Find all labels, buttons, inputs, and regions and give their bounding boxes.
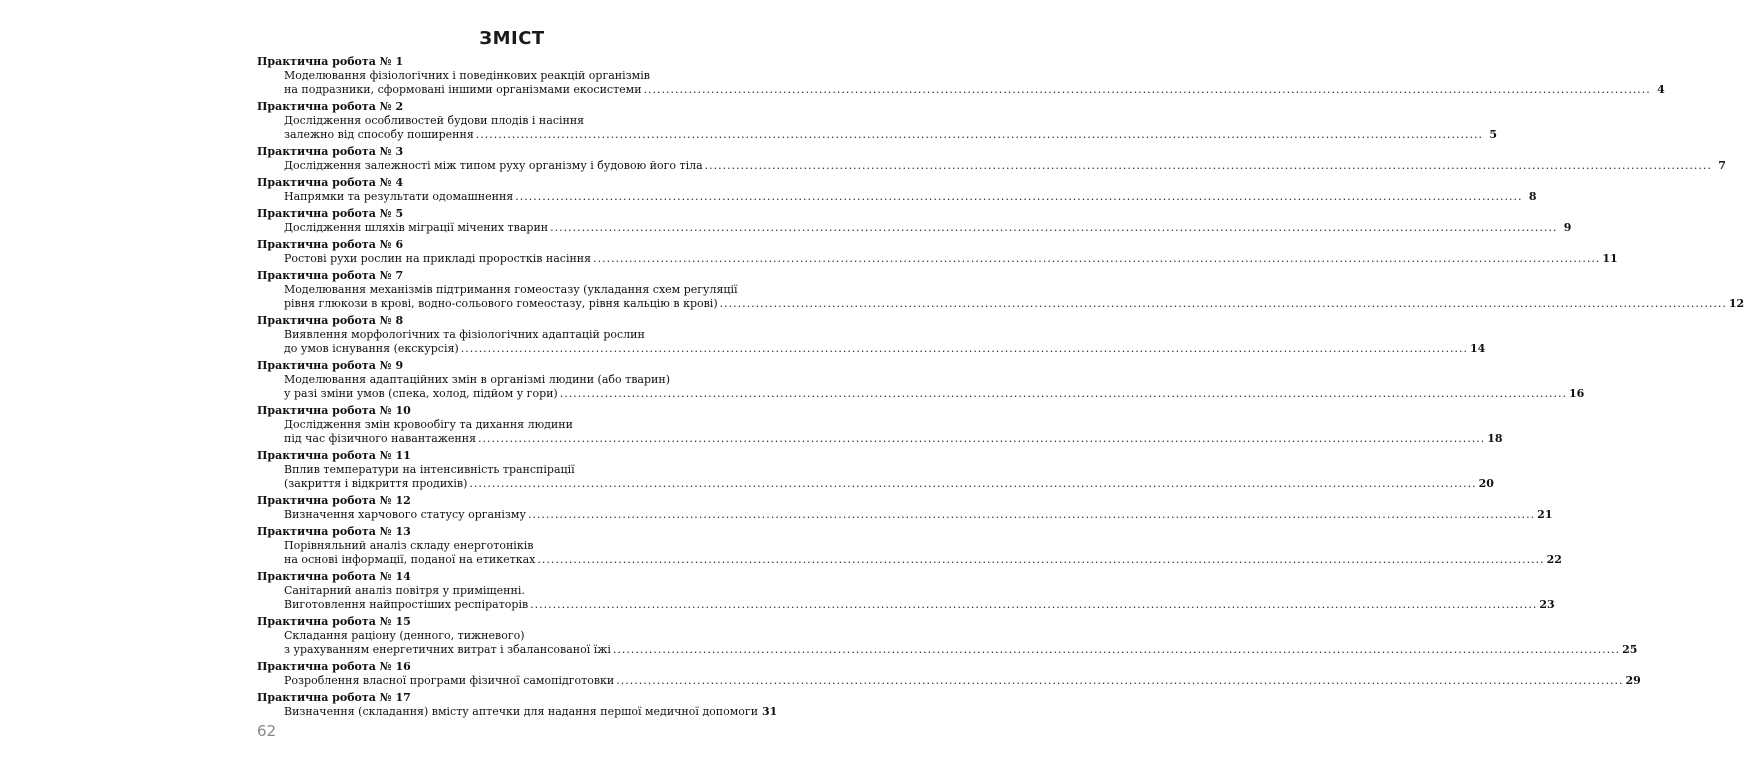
toc-entry-heading: Практична робота № 12: [257, 494, 411, 507]
toc-entry-heading: Практична робота № 13: [257, 525, 411, 538]
dot-leader: [476, 128, 1483, 142]
toc-entry-title-line: [284, 432, 1503, 446]
toc-entry-heading: Практична робота № 3: [257, 145, 404, 158]
toc-entry-title-line: Вплив температури на інтенсивність транспірації: [284, 463, 575, 476]
dot-leader: [530, 598, 1537, 612]
toc-entry-heading: Практична робота № 10: [257, 404, 411, 417]
toc-entry-heading: Практична робота № 5: [257, 207, 404, 220]
toc-entry-title-line: Моделювання адаптаційних змін в організмі людини (або тварин): [284, 373, 670, 386]
toc-entry: [257, 238, 1618, 266]
toc-entry-page-number: 5: [1489, 128, 1497, 141]
toc-entry-title-line: Моделювання фізіологічних і поведінкових реакцій організмів: [284, 69, 650, 82]
dot-leader: [528, 508, 1535, 522]
toc-entry-title-line: [284, 705, 778, 719]
page-title: ЗМІСТ: [479, 28, 545, 49]
toc-entry: [257, 176, 1537, 204]
dot-leader: [616, 674, 1623, 688]
toc-entry-title-line: [284, 83, 1665, 97]
dot-leader: [550, 221, 1557, 235]
toc-entry-heading: Практична робота № 2: [257, 100, 404, 113]
toc-entry-page-number: 8: [1528, 190, 1537, 203]
dot-leader: [537, 553, 1544, 567]
toc-entry-title-line: Порівняльний аналіз складу енерготоніків: [284, 539, 534, 552]
toc-entry-page-number: 21: [1537, 508, 1553, 521]
dot-leader: [593, 252, 1600, 266]
toc-entry-heading: Практична робота № 11: [257, 449, 411, 462]
toc-entry-heading: Практична робота № 8: [257, 314, 404, 327]
toc-entry-title-text: до умов існування (екскурсія): [284, 342, 459, 355]
toc-entry: [257, 449, 1494, 491]
toc-entry-title-line: [284, 342, 1486, 356]
toc-entry: [257, 359, 1585, 401]
toc-entry-heading: Практична робота № 4: [257, 176, 404, 189]
toc-entry-title-text: рівня глюкози в крові, водно-сольового гомеостазу, рівня кальцію в крові): [284, 297, 718, 310]
toc-entry-heading: Практична робота № 9: [257, 359, 404, 372]
toc-entry-title-text: Напрямки та результати одомашнення: [284, 190, 514, 203]
toc-entry: [257, 269, 1744, 311]
toc-entry-page-number: 25: [1622, 643, 1638, 656]
toc-entry-heading: Практична робота № 16: [257, 660, 411, 673]
toc-entry-page-number: 20: [1478, 477, 1494, 490]
toc-entry-page-number: 7: [1718, 159, 1726, 172]
toc-entry-heading: Практична робота № 1: [257, 55, 404, 68]
toc-entry-title-line: [284, 508, 1553, 522]
toc-entry-title-line: [284, 674, 1641, 688]
toc-entry-title-line: [284, 297, 1744, 311]
toc-entry-title-line: Складання раціону (денного, тижневого): [284, 629, 525, 642]
toc-entry: [257, 145, 1726, 173]
toc-entry-title-line: [284, 252, 1618, 266]
dot-leader: [613, 643, 1620, 657]
toc-entry-title-line: [284, 221, 1572, 235]
toc-entry-heading: Практична робота № 17: [257, 691, 411, 704]
toc-entry-page-number: 12: [1728, 297, 1744, 310]
dot-leader: [469, 477, 1476, 491]
dot-leader: [644, 83, 1651, 97]
toc-entry: [257, 525, 1562, 567]
toc-entry-page-number: 29: [1625, 674, 1641, 687]
toc-entry-title-line: Дослідження особливостей будови плодів і насіння: [284, 114, 585, 127]
toc-entry-title-line: [284, 128, 1497, 142]
dot-leader: [720, 297, 1727, 311]
toc-entry-title-text: Дослідження шляхів міграції мічених тварин: [284, 221, 549, 234]
toc-entry: [257, 691, 778, 719]
toc-entry-title-text: з урахуванням енергетичних витрат і збалансованої їжі: [284, 643, 611, 656]
toc-entry-heading: Практична робота № 14: [257, 570, 411, 583]
toc-entry-title-text: Дослідження залежності між типом руху організму і будовою його тіла: [284, 159, 703, 172]
toc-entry-page-number: 16: [1568, 387, 1585, 400]
toc-entry-title-text: Визначення (складання) вмісту аптечки для надання першої медичної допомоги: [284, 705, 759, 718]
toc-entry-title-line: Виявлення морфологічних та фізіологічних адаптацій рослин: [284, 328, 645, 341]
dot-leader: [560, 387, 1567, 401]
toc-entry-title-text: під час фізичного навантаження: [284, 432, 477, 445]
toc-entry-title-text: Визначення харчового статусу організму: [284, 508, 526, 521]
table-of-contents: [257, 55, 1744, 722]
toc-entry-page-number: 22: [1546, 553, 1562, 566]
dot-leader: [478, 432, 1485, 446]
toc-entry-page-number: 14: [1469, 342, 1486, 355]
toc-entry-title-line: Моделювання механізмів підтримання гомеостазу (укладання схем регуляції: [284, 283, 738, 296]
toc-entry-page-number: 4: [1657, 83, 1665, 96]
toc-entry-title-text: Ростові рухи рослин на прикладі проростків насіння: [284, 252, 592, 265]
toc-entry-title-line: [284, 598, 1555, 612]
toc-entry-title-line: Санітарний аналіз повітря у приміщенні.: [284, 584, 525, 597]
toc-entry: [257, 660, 1641, 688]
toc-entry-title-line: [284, 477, 1494, 491]
toc-entry: [257, 615, 1638, 657]
toc-entry-page-number: 18: [1487, 432, 1503, 445]
dot-leader: [461, 342, 1468, 356]
toc-entry: [257, 55, 1665, 97]
toc-entry-heading: Практична робота № 6: [257, 238, 404, 251]
toc-entry-title-text: (закриття і відкриття продихів): [284, 477, 468, 490]
toc-entry-title-line: [284, 387, 1585, 401]
page-number: 62: [257, 722, 277, 740]
toc-entry: [257, 404, 1503, 446]
toc-entry: [257, 314, 1486, 356]
toc-entry-heading: Практична робота № 15: [257, 615, 411, 628]
toc-entry-page-number: 23: [1539, 598, 1555, 611]
toc-entry: [257, 494, 1553, 522]
toc-entry-title-text: Виготовлення найпростіших респіраторів: [284, 598, 529, 611]
toc-entry: [257, 570, 1555, 612]
toc-entry-page-number: 11: [1602, 252, 1618, 265]
toc-entry-heading: Практична робота № 7: [257, 269, 404, 282]
toc-entry-title-text: у разі зміни умов (спека, холод, підйом у гори): [284, 387, 558, 400]
toc-entry: [257, 100, 1497, 142]
toc-entry-title-line: [284, 159, 1726, 173]
toc-entry-title-line: [284, 553, 1562, 567]
toc-entry-title-text: Розроблення власної програми фізичної самопідготовки: [284, 674, 615, 687]
toc-entry-title-line: Дослідження змін кровообігу та дихання людини: [284, 418, 573, 431]
toc-entry-title-text: залежно від способу поширення: [284, 128, 474, 141]
toc-entry-title-text: на подразники, сформовані іншими організмами екосистеми: [284, 83, 642, 96]
toc-entry-title-line: [284, 643, 1638, 657]
toc-entry-title-line: [284, 190, 1537, 204]
dot-leader: [515, 190, 1522, 204]
toc-entry: [257, 207, 1572, 235]
toc-entry-title-text: на основі інформації, поданої на етикетках: [284, 553, 536, 566]
toc-entry-page-number: 31: [762, 705, 778, 718]
toc-entry-page-number: 9: [1563, 221, 1572, 234]
dot-leader: [705, 159, 1712, 173]
